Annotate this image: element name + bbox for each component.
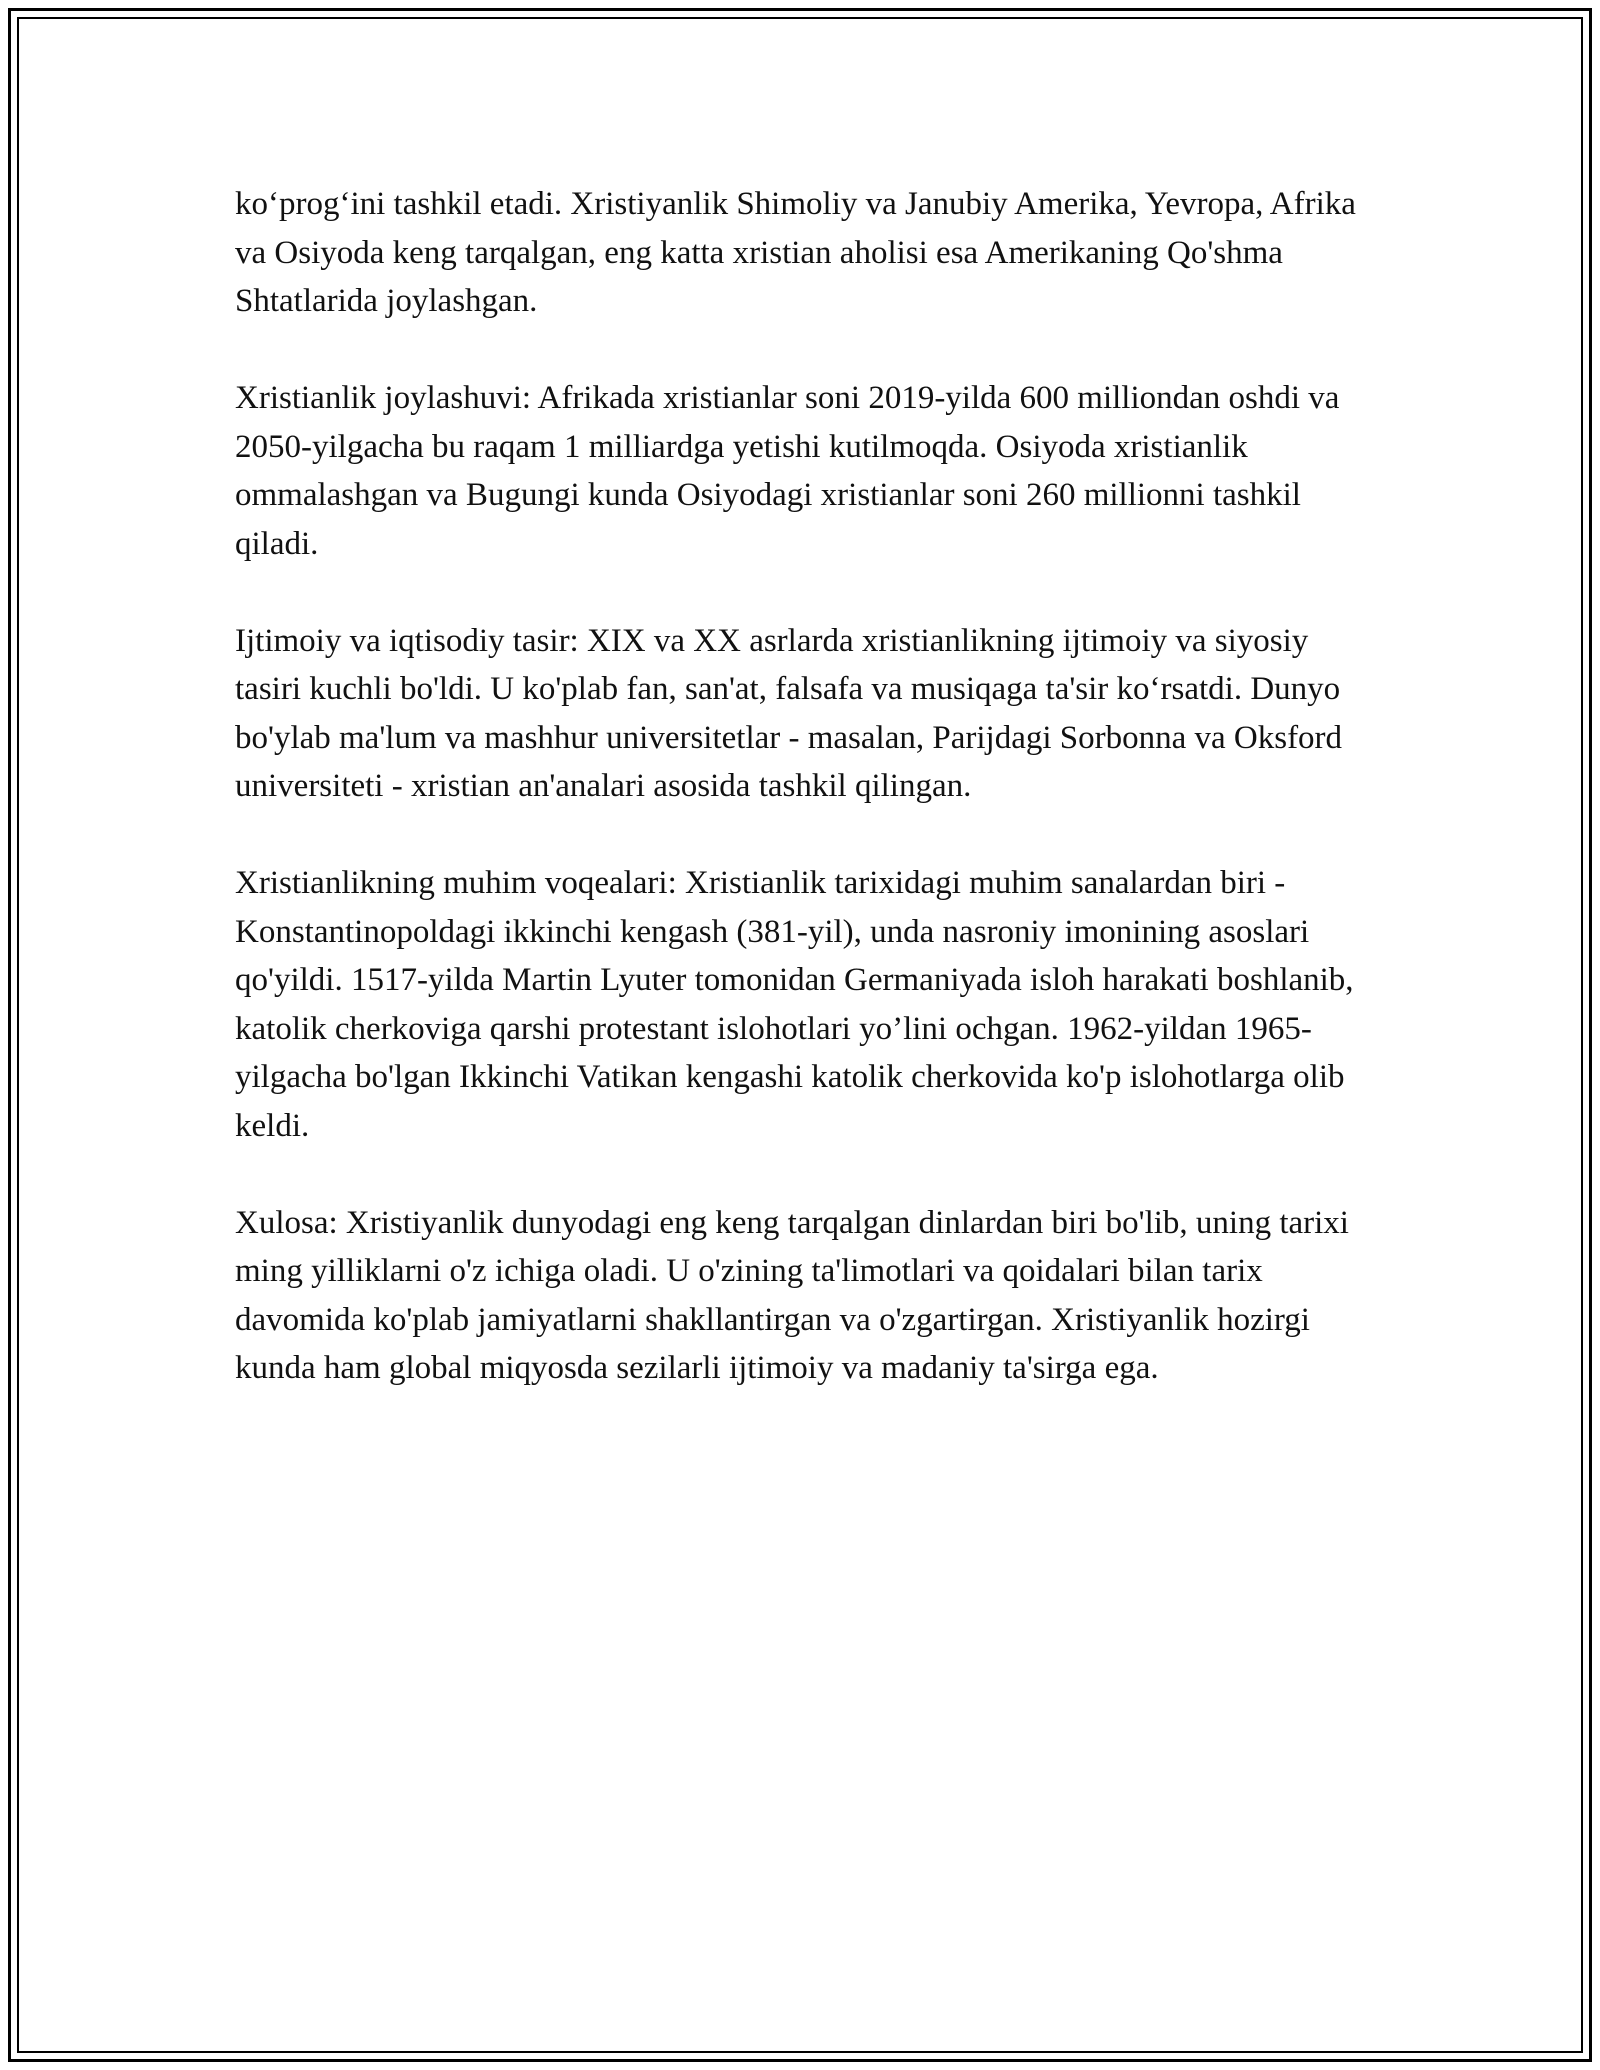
paragraph-key-events: Xristianlikning muhim voqealari: Xristianlik tarixidagi muhim sanalardan biri - Konstantinopoldagi ikkinchi kengash (381-yil), unda nasroniy imonining asoslari qo'yildi. 1517-yilda Martin Lyuter tomonidan Germaniyada isloh harakati boshlanib, katolik cherkoviga qarshi protestant islohotlari yo’lini ochgan. 1962-yildan 1965-yilgacha bo'lgan Ikkinchi Vatikan kengashi katolik cherkovida ko'p islohotlarga olib keldi. [235,865,1354,1144]
paragraph-social-impact: Ijtimoiy va iqtisodiy tasir: XIX va XX asrlarda xristianlikning ijtimoiy va siyosiy tasiri kuchli bo'ldi. U ko'plab fan, san'at, falsafa va musiqaga ta'sir ko‘rsatdi. Dunyo bo'ylab ma'lum va mashhur universitetlar - masalan, Parijdagi Sorbonna va Oksford universiteti - xristian an'analari asosida tashkil qilingan. [235,622,1343,804]
paragraph-conclusion: Xulosa: Xristiyanlik dunyodagi eng keng tarqalgan dinlardan biri bo'lib, uning tarixi ming yilliklarni o'z ichiga oladi. U o'zining ta'limotlari va qoidalari bilan tarix davomida ko'plab jamiyatlarni shakllantirgan va o'zgartirgan. Xristiyanlik hozirgi kunda ham global miqyosda sezilarli ijtimoiy va madaniy ta'sirga ega. [235,1204,1349,1386]
document-body [235,180,1365,1393]
paragraph-intro-continuation: ko‘prog‘ini tashkil etadi. Xristiyanlik Shimoliy va Janubiy Amerika, Yevropa, Afrika va Osiyoda keng tarqalgan, eng katta xristian aholisi esa Amerikaning Qo'shma Shtatlarida joylashgan. [235,186,1356,319]
paragraph-location: Xristianlik joylashuvi: Afrikada xristianlar soni 2019-yilda 600 milliondan oshdi va 2050-yilgacha bu raqam 1 milliardga yetishi kutilmoqda. Osiyoda xristianlik ommalashgan va Bugungi kunda Osiyodagi xristianlar soni 260 millionni tashkil qiladi. [235,380,1340,562]
